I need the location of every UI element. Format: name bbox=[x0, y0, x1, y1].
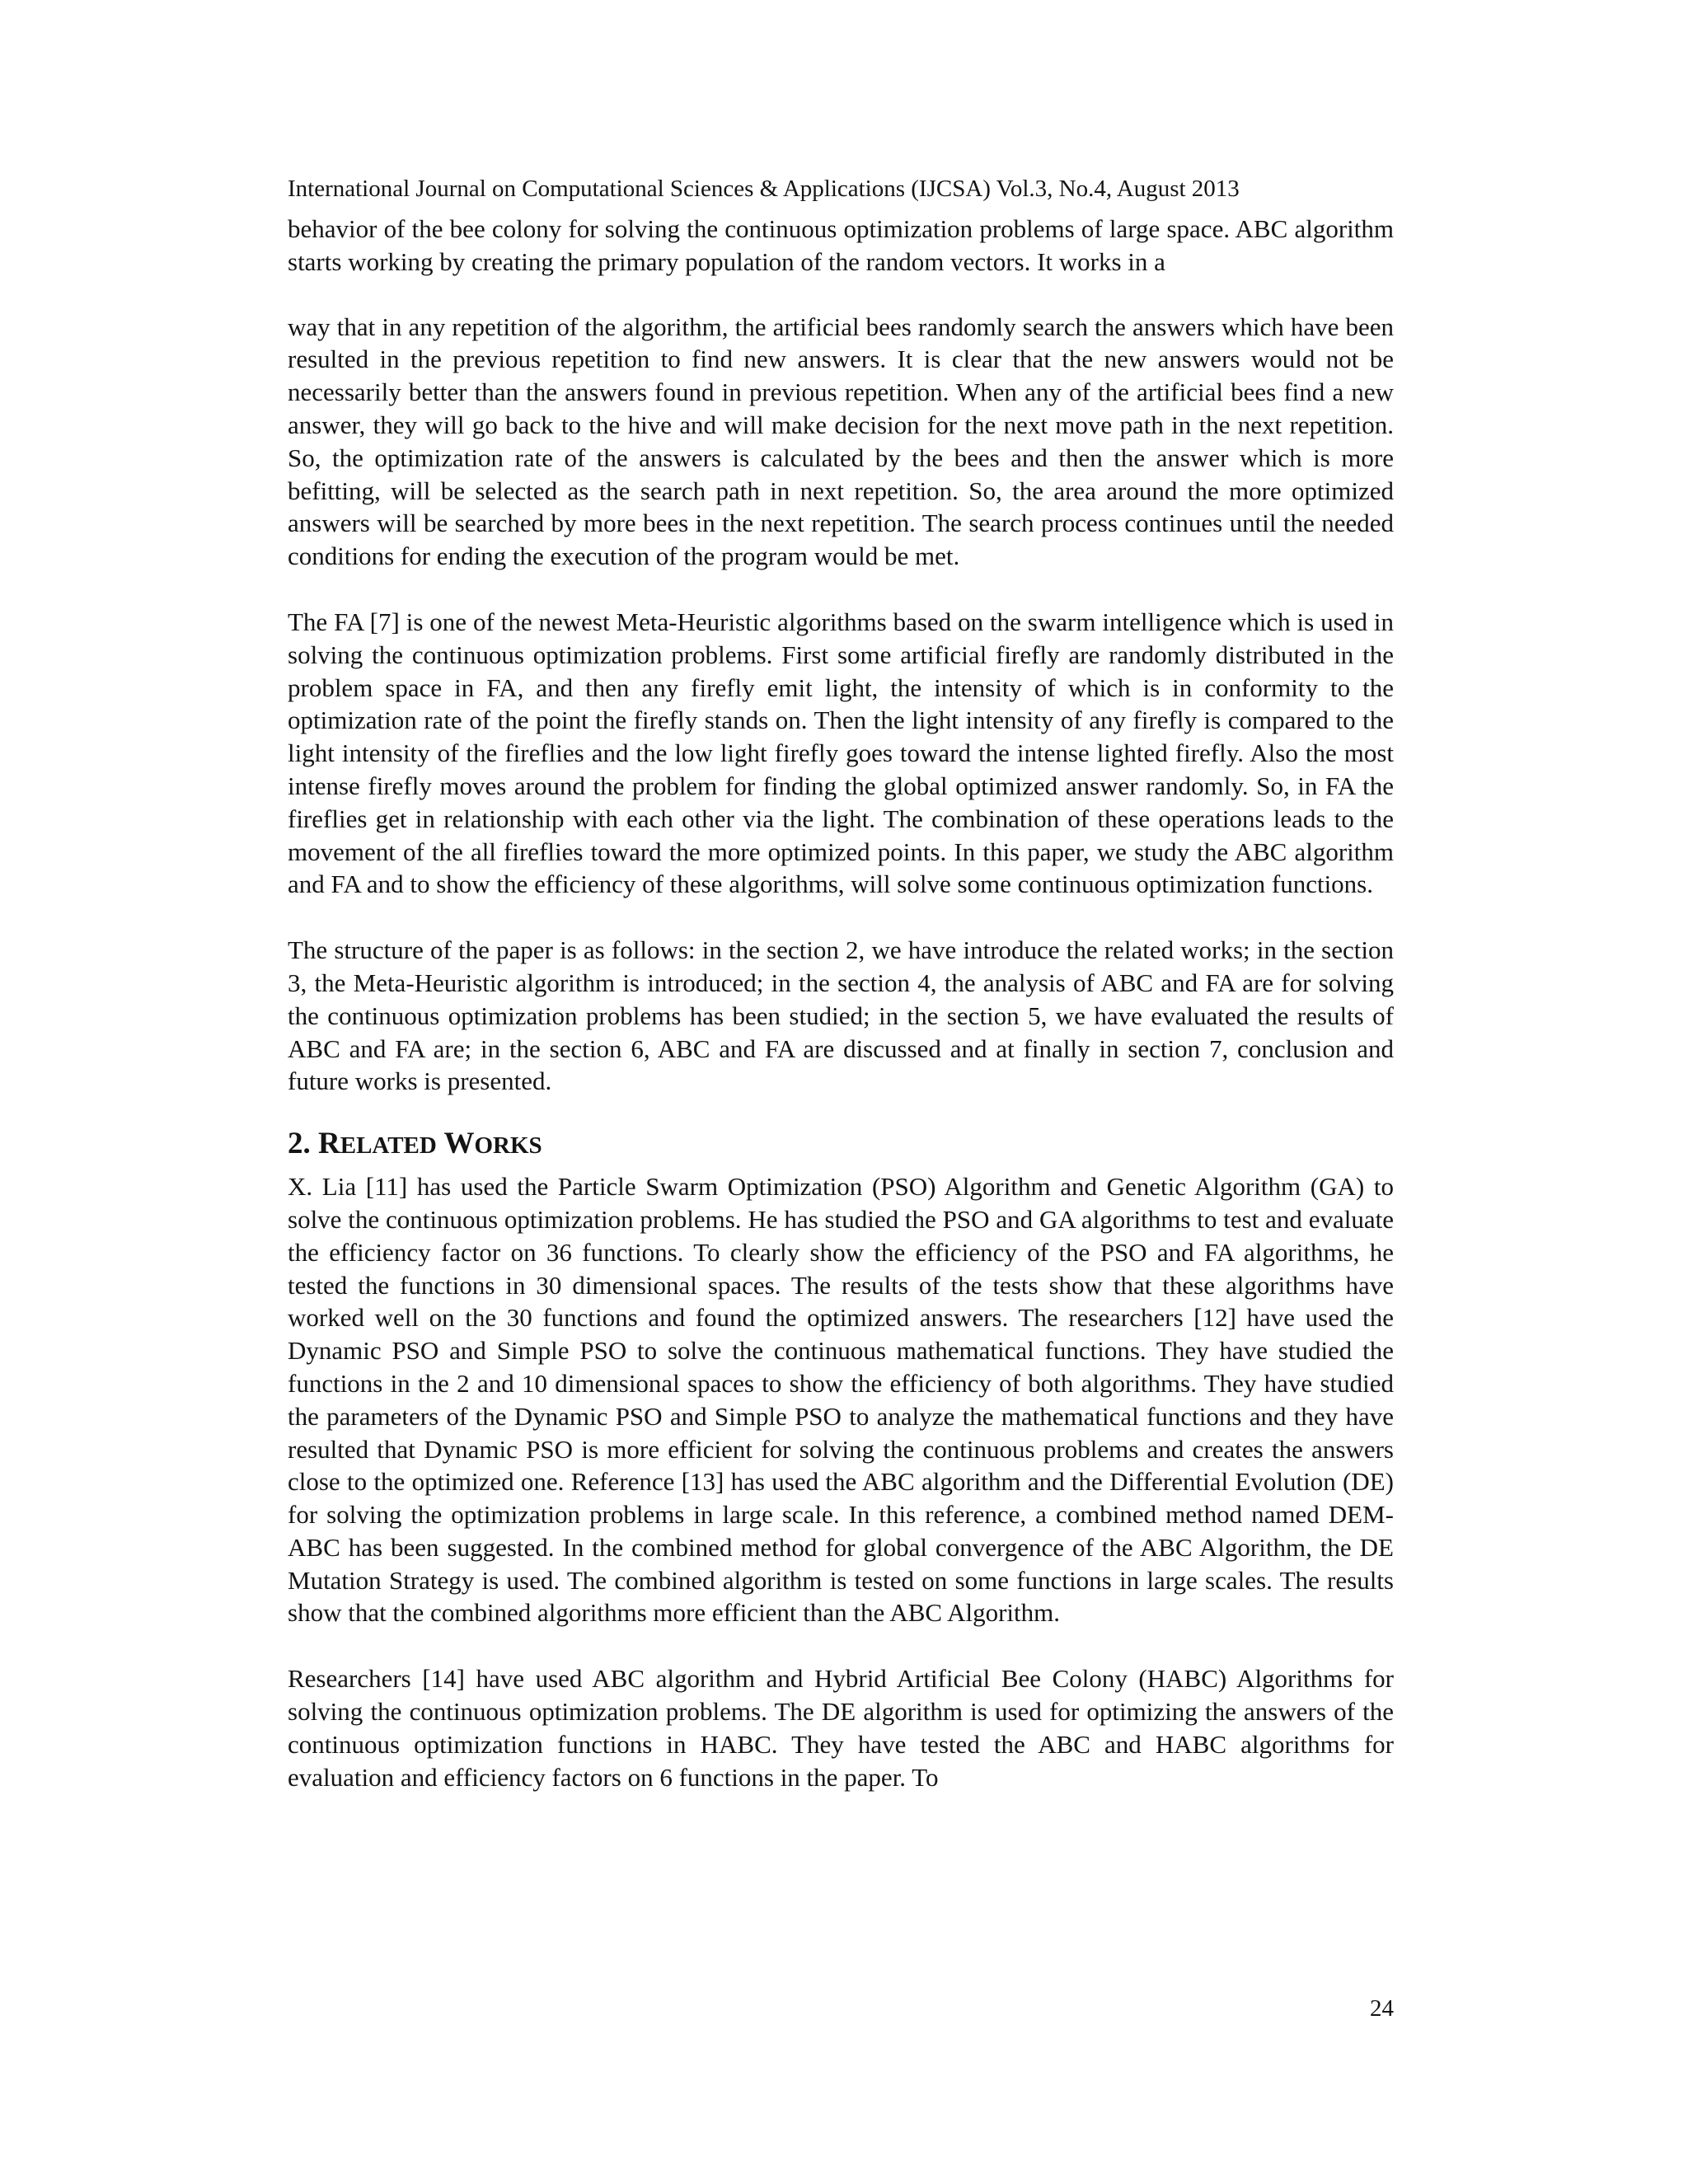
heading-letter-w: W bbox=[443, 1127, 475, 1161]
page-number: 24 bbox=[1370, 1995, 1394, 2022]
heading-letter-r: R bbox=[318, 1127, 340, 1161]
heading-rest-orks: ORKS bbox=[474, 1132, 542, 1160]
paragraph-continuation: behavior of the bee colony for solving the continuous optimization problems of large space. ABC algorithm starts working by creating the primary population of the random vectors. It works in a bbox=[288, 214, 1394, 276]
section-number: 2. bbox=[288, 1127, 311, 1161]
paragraph-abc-search: way that in any repetition of the algorithm, the artificial bees randomly search the answers which have been resulted in the previous repetition to find new answers. It is clear that the new answers would not be necessarily better than the answers found in previous repetition. When any of the artificial bees find a new answer, they will go back to the hive and will make decision for the next move path in the next repetition. So, the optimization rate of the answers is calculated by the bees and then the answer which is more befitting, will be selected as the search path in next repetition. So, the area around the more optimized answers will be searched by more bees in the next repetition. The search process continues until the needed conditions for ending the execution of the program would be met. bbox=[288, 312, 1394, 571]
paragraph-related-works: X. Lia [11] has used the Particle Swarm Optimization (PSO) Algorithm and Genetic Algorithm (GA) to solve the continuous optimization problems. He has studied the PSO and GA algorithms to test and evaluate the efficiency factor on 36 functions. To clearly show the efficiency of the PSO and FA algorithms, he tested the functions in 30 dimensional spaces. The results of the tests show that these algorithms have worked well on the 30 functions and found the optimized answers. The researchers [12] have used the Dynamic PSO and Simple PSO to solve the continuous mathematical functions. They have studied the functions in the 2 and 10 dimensional spaces to show the efficiency of both algorithms. They have studied the parameters of the Dynamic PSO and Simple PSO to analyze the mathematical functions and they have resulted that Dynamic PSO is more efficient for solving the continuous problems and creates the answers close to the optimized one. Reference [13] has used the ABC algorithm and the Differential Evolution (DE) for solving the optimization problems in large scale. In this reference, a combined method named DEM-ABC has been suggested. In the combined method for global convergence of the ABC Algorithm, the DE Mutation Strategy is used. The combined algorithm is tested on some functions in large scales. The results show that the combined algorithms more efficient than the ABC Algorithm. bbox=[288, 1172, 1394, 1628]
paragraph-habc: Researchers [14] have used ABC algorithm and Hybrid Artificial Bee Colony (HABC) Algorithms for solving the continuous optimization problems. The DE algorithm is used for optimizing the answers of the continuous optimization functions in HABC. They have tested the ABC and HABC algorithms for evaluation and efficiency factors on 6 functions in the paper. To bbox=[288, 1664, 1394, 1792]
page-body bbox=[288, 213, 1394, 1793]
running-header: International Journal on Computational Sciences & Applications (IJCSA) Vol.3, No.4, August 2013 bbox=[288, 176, 1240, 202]
section-heading-related-works bbox=[288, 1124, 1394, 1165]
heading-rest-elated: ELATED bbox=[340, 1132, 437, 1160]
paragraph-structure: The structure of the paper is as follows: in the section 2, we have introduce the related works; in the section 3, the Meta-Heuristic algorithm is introduced; in the section 4, the analysis of ABC and FA are for solving the continuous optimization problems has been studied; in the section 5, we have evaluated the results of ABC and FA are; in the section 6, ABC and FA are discussed and at finally in section 7, conclusion and future works is presented. bbox=[288, 935, 1394, 1096]
paragraph-firefly: The FA [7] is one of the newest Meta-Heuristic algorithms based on the swarm intelligence which is used in solving the continuous optimization problems. First some artificial firefly are randomly distributed in the problem space in FA, and then any firefly emit light, the intensity of which is in conformity to the optimization rate of the point the firefly stands on. Then the light intensity of any firefly is compared to the light intensity of the fireflies and the low light firefly goes toward the intense lighted firefly. Also the most intense firefly moves around the problem for finding the global optimized answer randomly. So, in FA the fireflies get in relationship with each other via the light. The combination of these operations leads to the movement of the all fireflies toward the more optimized points. In this paper, we study the ABC algorithm and FA and to show the efficiency of these algorithms, will solve some continuous optimization functions. bbox=[288, 607, 1394, 899]
